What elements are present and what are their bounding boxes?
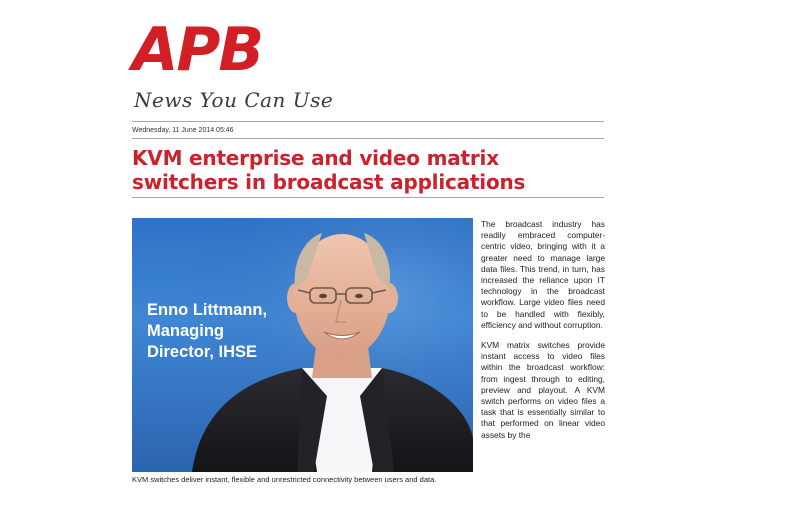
top-divider bbox=[132, 121, 604, 122]
body-paragraph-2: KVM matrix switches provide instant access to video files within the broadcast workflow: from ingest through to editing, preview and playout. A KVM switch performs on video files a task that is essentially similar to that performed on linear video assets by the bbox=[481, 340, 605, 440]
article-headline: KVM enterprise and video matrix switchers in broadcast applications bbox=[132, 146, 526, 194]
overlay-line-role: Managing bbox=[147, 322, 224, 340]
body-paragraph-1: The broadcast industry has readily embraced computer-centric video, bringing with it a greater need to manage large data files. This trend, in turn, has increased the reliance upon IT technology in the broadcast workflow. Large video files need to be handled with flexibly, efficiency and without corruption. bbox=[481, 219, 605, 330]
article-date: Wednesday, 11 June 2014 05:46 bbox=[132, 127, 234, 134]
article-photo bbox=[132, 218, 473, 472]
photo-overlay-text bbox=[147, 300, 267, 363]
apb-logo[interactable] bbox=[132, 15, 334, 118]
overlay-line-name: Enno Littmann, bbox=[147, 301, 268, 319]
logo-letters: APB bbox=[132, 15, 263, 85]
headline-divider bbox=[132, 197, 604, 198]
logo-tagline: News You Can Use bbox=[134, 88, 334, 112]
article-body bbox=[481, 219, 605, 450]
date-divider bbox=[132, 138, 604, 139]
overlay-line-company: Director, IHSE bbox=[147, 343, 258, 361]
photo-caption: KVM switches deliver instant, flexible and unrestricted connectivity between users and data. bbox=[132, 475, 437, 484]
